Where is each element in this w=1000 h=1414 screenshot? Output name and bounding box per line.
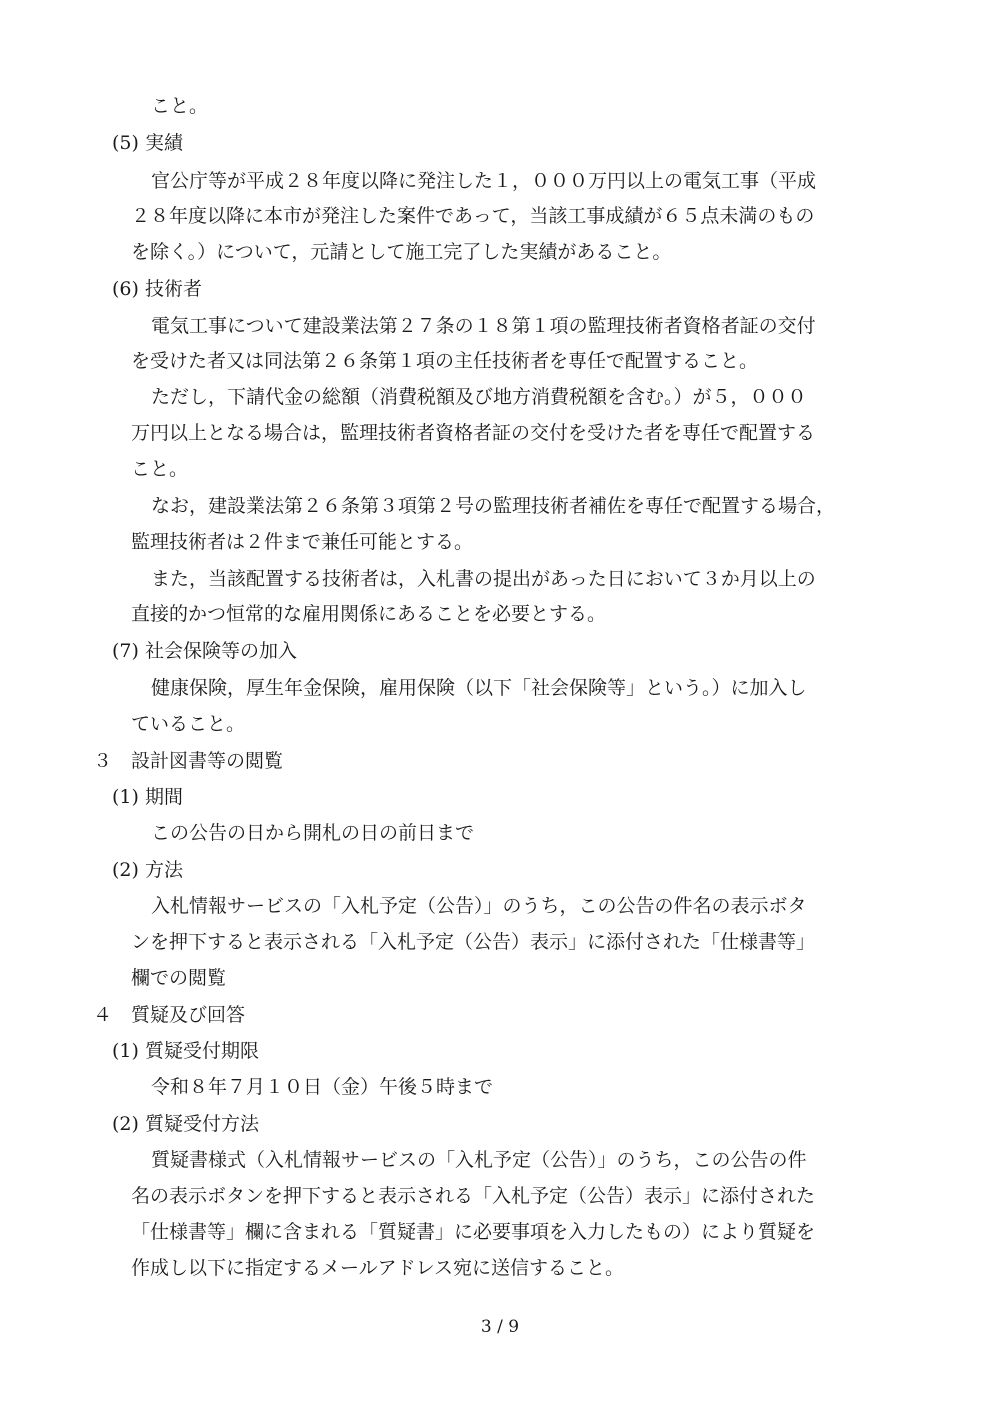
text-line: 監理技術者は２件まで兼任可能とする。 xyxy=(131,531,474,553)
text-line: 名の表示ボタンを押下すると表示される「入札予定（公告）表示」に添付された xyxy=(131,1185,816,1207)
chapter-heading: ４ 質疑及び回答 xyxy=(93,1004,246,1026)
section-heading: (5) 実績 xyxy=(112,132,183,154)
text-line: こと。 xyxy=(131,458,189,480)
text-line: 令和８年７月１０日（金）午後５時まで xyxy=(151,1076,494,1098)
text-line: 万円以上となる場合は，監理技術者資格者証の交付を受けた者を専任で配置する xyxy=(131,422,816,444)
text-line: 直接的かつ恒常的な雇用関係にあることを必要とする。 xyxy=(131,603,607,625)
text-line: また，当該配置する技術者は，入札書の提出があった日において３か月以上の xyxy=(151,568,816,590)
text-line: 「仕様書等」欄に含まれる「質疑書」に必要事項を入力したもの）により質疑を xyxy=(131,1221,816,1243)
section-heading: (1) 質疑受付期限 xyxy=(112,1040,259,1062)
text-line: ていること。 xyxy=(131,713,246,735)
text-line: を除く。）について，元請として施工完了した実績があること。 xyxy=(131,241,672,263)
text-line: ２８年度以降に本市が発注した案件であって，当該工事成績が６５点未満のもの xyxy=(131,205,815,227)
text-line: 欄での閲覧 xyxy=(131,967,227,989)
page-number: 3 / 9 xyxy=(480,1317,520,1337)
section-heading: (7) 社会保険等の加入 xyxy=(112,640,297,662)
section-heading: (2) 方法 xyxy=(112,859,183,881)
text-line: ただし，下請代金の総額（消費税額及び地方消費税額を含む。）が５，０００ xyxy=(151,386,807,408)
text-line: ンを押下すると表示される「入札予定（公告）表示」に添付された「仕様書等」 xyxy=(131,931,816,953)
text-line: 質疑書様式（入札情報サービスの「入札予定（公告）」のうち，この公告の件 xyxy=(151,1149,807,1171)
text-line: 官公庁等が平成２８年度以降に発注した１，０００万円以上の電気工事（平成 xyxy=(151,170,817,192)
text-line: この公告の日から開札の日の前日まで xyxy=(151,822,475,844)
section-heading: (2) 質疑受付方法 xyxy=(112,1113,259,1135)
text-line: を受けた者又は同法第２６条第１項の主任技術者を専任で配置すること。 xyxy=(131,350,759,372)
text-line: なお，建設業法第２６条第３項第２号の監理技術者補佐を専任で配置する場合， xyxy=(151,495,836,517)
text-line: こと。 xyxy=(151,95,209,117)
text-line: 電気工事について建設業法第２７条の１８第１項の監理技術者資格者証の交付 xyxy=(151,315,816,337)
text-line: 入札情報サービスの「入札予定（公告）」のうち，この公告の件名の表示ボタ xyxy=(151,895,807,917)
text-line: 作成し以下に指定するメールアドレス宛に送信すること。 xyxy=(131,1257,625,1279)
text-line: 健康保険，厚生年金保険，雇用保険（以下「社会保険等」という。）に加入し xyxy=(151,677,807,699)
section-heading: (6) 技術者 xyxy=(112,278,202,300)
chapter-heading: ３ 設計図書等の閲覧 xyxy=(93,750,284,772)
section-heading: (1) 期間 xyxy=(112,786,183,808)
